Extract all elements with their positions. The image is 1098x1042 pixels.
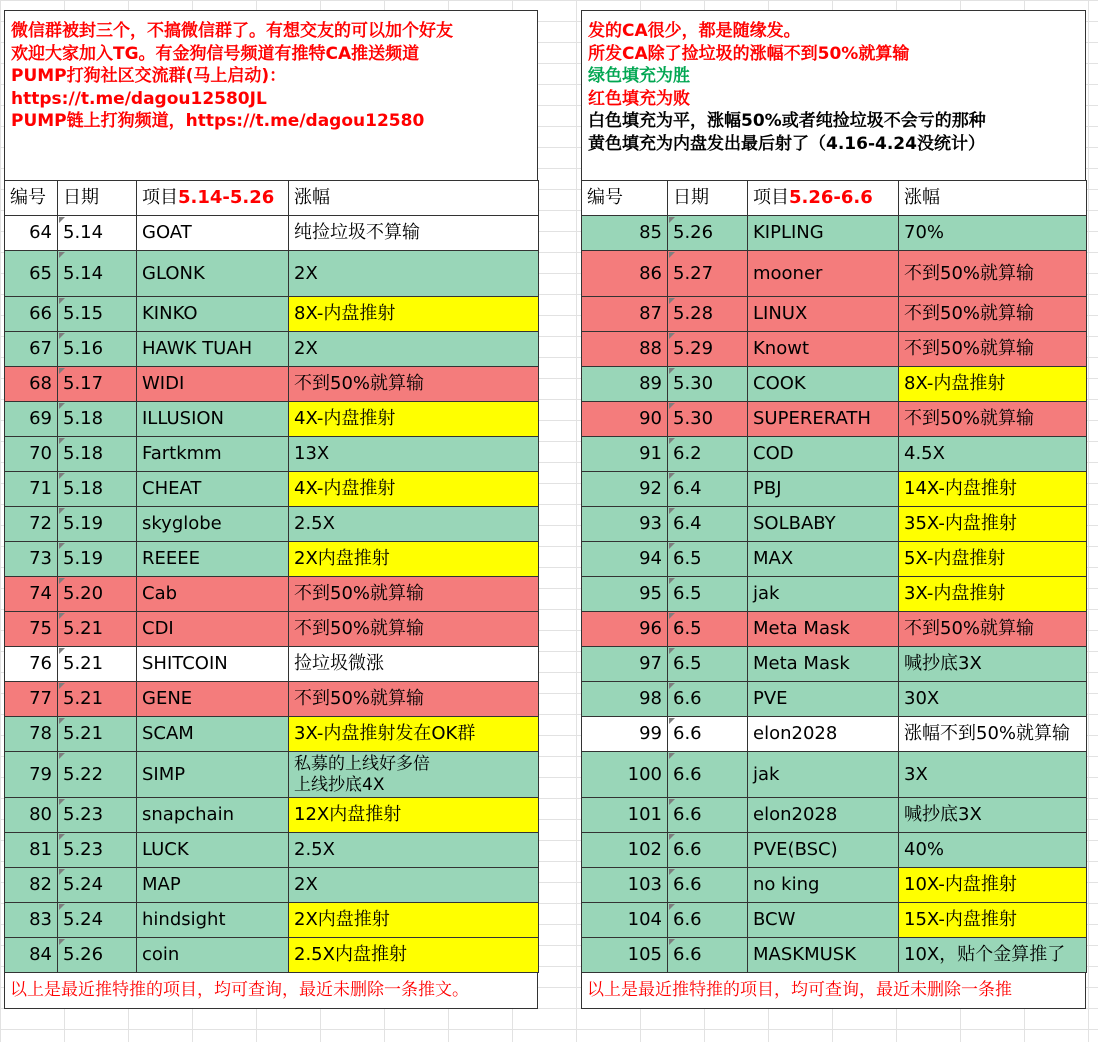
table-row [5,612,539,647]
cell-date[interactable]: 6.5 [668,647,748,682]
cell-num[interactable]: 85 [582,216,668,251]
right-sheet-panel [581,10,1086,1009]
cell-date[interactable]: 5.18 [58,437,137,472]
left-sheet-panel [4,10,538,1009]
cell-project[interactable]: SCAM [137,717,289,752]
gain-line-1: 私募的上线好多倍 [294,753,430,774]
cell-project[interactable]: hindsight [137,903,289,938]
table-row [582,682,1087,717]
cell-date[interactable]: 5.17 [58,367,137,402]
cell-num[interactable]: 77 [5,682,58,717]
cell-gain[interactable]: 14X-内盘推射 [899,472,1087,507]
cell-gain[interactable]: 70% [899,216,1087,251]
project-header-prefix: 项目 [142,187,178,208]
cell-date[interactable]: 5.30 [668,402,748,437]
table-row [5,216,539,251]
cell-gain[interactable]: 40% [899,833,1087,868]
cell-date[interactable]: 5.24 [58,903,137,938]
header-line: 微信群被封三个，不搞微信群了。有想交友的可以加个好友 [11,21,453,41]
cell-num[interactable]: 81 [5,833,58,868]
table-row [5,752,539,798]
cell-gain[interactable]: 10X，贴个金算推了 [899,938,1087,973]
cell-num[interactable]: 70 [5,437,58,472]
cell-num[interactable]: 73 [5,542,58,577]
cell-num[interactable]: 86 [582,251,668,297]
header-line: PUMP链上打狗频道，https://t.me/dagou12580 [11,111,425,131]
cell-date[interactable]: 5.21 [58,612,137,647]
cell-project[interactable]: PVE(BSC) [748,833,899,868]
cell-gain[interactable]: 8X-内盘推射 [899,367,1087,402]
cell-date[interactable]: 6.6 [668,717,748,752]
cell-num[interactable]: 83 [5,903,58,938]
project-header-prefix: 项目 [753,187,789,208]
cell-date[interactable]: 5.18 [58,472,137,507]
cell-date[interactable]: 5.27 [668,251,748,297]
cell-project[interactable]: Fartkmm [137,437,289,472]
cell-project[interactable]: jak [748,752,899,798]
cell-date[interactable]: 6.6 [668,798,748,833]
cell-project[interactable]: elon2028 [748,717,899,752]
header-line: 绿色填充为胜 [588,66,690,86]
table-row [5,717,539,752]
table-row [582,647,1087,682]
cell-date[interactable]: 6.6 [668,833,748,868]
table-row [5,682,539,717]
cell-project[interactable]: BCW [748,903,899,938]
cell-num[interactable]: 104 [582,903,668,938]
header-line: https://t.me/dagou12580JL [11,88,267,109]
cell-project[interactable]: coin [137,938,289,973]
column-header-gain[interactable]: 涨幅 [289,181,539,216]
cell-gain[interactable]: 不到50%就算输 [289,682,539,717]
cell-num[interactable]: 78 [5,717,58,752]
column-header-row [582,181,1087,216]
left-record-table [4,180,539,973]
cell-date[interactable]: 5.15 [58,297,137,332]
cell-gain[interactable]: 不到50%就算输 [289,367,539,402]
table-row [582,903,1087,938]
cell-project[interactable]: SUPERERATH [748,402,899,437]
cell-gain[interactable]: 2X [289,332,539,367]
cell-date[interactable]: 5.30 [668,367,748,402]
table-row [582,507,1087,542]
cell-num[interactable]: 74 [5,577,58,612]
cell-project[interactable]: jak [748,577,899,612]
cell-date[interactable]: 6.6 [668,682,748,717]
cell-project[interactable]: COOK [748,367,899,402]
column-header-gain[interactable]: 涨幅 [899,181,1087,216]
cell-project[interactable]: SIMP [137,752,289,798]
cell-gain[interactable]: 2X内盘推射 [289,542,539,577]
column-header-date[interactable]: 日期 [668,181,748,216]
cell-num[interactable]: 68 [5,367,58,402]
gain-line-2: 上线抄底4X [294,774,385,795]
table-row [5,251,539,297]
cell-num[interactable]: 101 [582,798,668,833]
cell-num[interactable]: 93 [582,507,668,542]
cell-gain[interactable]: 不到50%就算输 [289,577,539,612]
table-row [5,833,539,868]
cell-project[interactable]: elon2028 [748,798,899,833]
cell-date[interactable]: 6.6 [668,938,748,973]
left-footer-note: 以上是最近推特推的项目，均可查询，最近未删除一条推文。 [4,973,538,1009]
cell-num[interactable]: 76 [5,647,58,682]
table-row [582,542,1087,577]
cell-gain[interactable]: 不到50%就算输 [899,332,1087,367]
cell-num[interactable]: 90 [582,402,668,437]
right-footer-note: 以上是最近推特推的项目，均可查询，最近未删除一条推 [581,973,1086,1009]
cell-gain[interactable]: 纯捡垃圾不算输 [289,216,539,251]
cell-num[interactable]: 98 [582,682,668,717]
cell-num[interactable]: 88 [582,332,668,367]
cell-gain[interactable]: 不到50%就算输 [899,297,1087,332]
header-line: 白色填充为平，涨幅50%或者纯捡垃圾不会亏的那种 [588,111,986,131]
header-line: 红色填充为败 [588,88,690,109]
table-row [582,297,1087,332]
table-row [582,402,1087,437]
cell-project[interactable]: KINKO [137,297,289,332]
table-row [5,903,539,938]
cell-num[interactable]: 92 [582,472,668,507]
cell-project[interactable]: PBJ [748,472,899,507]
cell-project[interactable]: SHITCOIN [137,647,289,682]
cell-date[interactable]: 6.5 [668,542,748,577]
table-row [5,577,539,612]
cell-num[interactable]: 65 [5,251,58,297]
cell-gain[interactable]: 2.5X内盘推射 [289,938,539,973]
project-header-date-range: 5.26-6.6 [789,187,873,208]
cell-project[interactable]: mooner [748,251,899,297]
cell-project[interactable]: CHEAT [137,472,289,507]
cell-date[interactable]: 6.6 [668,903,748,938]
cell-gain[interactable]: 不到50%就算输 [899,612,1087,647]
table-row [582,577,1087,612]
cell-gain[interactable]: 4X-内盘推射 [289,402,539,437]
cell-gain[interactable]: 3X-内盘推射 [899,577,1087,612]
cell-gain[interactable]: 涨幅不到50%就算输 [899,717,1087,752]
cell-date[interactable]: 5.24 [58,868,137,903]
cell-date[interactable]: 5.19 [58,542,137,577]
cell-project[interactable]: GOAT [137,216,289,251]
cell-num[interactable]: 69 [5,402,58,437]
table-row [5,542,539,577]
right-record-table [581,180,1087,973]
cell-project[interactable]: Meta Mask [748,647,899,682]
cell-date[interactable]: 5.21 [58,717,137,752]
cell-num[interactable]: 89 [582,367,668,402]
table-row [582,833,1087,868]
cell-gain[interactable] [289,752,539,798]
cell-project[interactable]: no king [748,868,899,903]
cell-project[interactable]: Cab [137,577,289,612]
cell-project[interactable]: ILLUSION [137,402,289,437]
cell-project[interactable]: CDI [137,612,289,647]
table-row [582,868,1087,903]
cell-num[interactable]: 99 [582,717,668,752]
table-row [5,297,539,332]
cell-gain[interactable]: 10X-内盘推射 [899,868,1087,903]
table-row [582,251,1087,297]
table-row [582,612,1087,647]
cell-gain[interactable]: 35X-内盘推射 [899,507,1087,542]
cell-num[interactable]: 64 [5,216,58,251]
cell-date[interactable]: 6.5 [668,577,748,612]
cell-gain[interactable]: 捡垃圾微涨 [289,647,539,682]
cell-date[interactable]: 6.5 [668,612,748,647]
cell-project[interactable]: Meta Mask [748,612,899,647]
cell-date[interactable]: 5.29 [668,332,748,367]
table-row [5,938,539,973]
header-line: 黄色填充为内盘发出最后射了（4.16-4.24没统计） [588,133,985,154]
cell-num[interactable]: 91 [582,437,668,472]
right-notice-header [581,10,1086,180]
cell-date[interactable]: 5.20 [58,577,137,612]
cell-gain[interactable]: 8X-内盘推射 [289,297,539,332]
cell-project[interactable]: skyglobe [137,507,289,542]
cell-project[interactable]: WIDI [137,367,289,402]
header-line: 欢迎大家加入TG。有金狗信号频道有推特CA推送频道 [11,43,420,64]
table-row [582,798,1087,833]
cell-date[interactable]: 6.6 [668,752,748,798]
cell-num[interactable]: 67 [5,332,58,367]
table-row [582,216,1087,251]
cell-num[interactable]: 102 [582,833,668,868]
cell-num[interactable]: 71 [5,472,58,507]
table-row [5,402,539,437]
cell-date[interactable]: 5.16 [58,332,137,367]
cell-num[interactable]: 75 [5,612,58,647]
cell-num[interactable]: 103 [582,868,668,903]
header-line: 发的CA很少，都是随缘发。 [588,21,801,41]
cell-num[interactable]: 96 [582,612,668,647]
cell-gain[interactable]: 2.5X [289,507,539,542]
cell-num[interactable]: 82 [5,868,58,903]
cell-project[interactable]: HAWK TUAH [137,332,289,367]
table-row [5,332,539,367]
cell-gain[interactable]: 不到50%就算输 [899,251,1087,297]
table-row [5,868,539,903]
cell-project[interactable]: GENE [137,682,289,717]
cell-date[interactable]: 5.26 [668,216,748,251]
header-line: PUMP打狗社区交流群(马上启动)： [11,66,287,86]
cell-num[interactable]: 105 [582,938,668,973]
cell-project[interactable]: snapchain [137,798,289,833]
cell-date[interactable]: 6.6 [668,868,748,903]
cell-gain[interactable]: 不到50%就算输 [289,612,539,647]
cell-num[interactable]: 79 [5,752,58,798]
table-row [5,472,539,507]
cell-num[interactable]: 84 [5,938,58,973]
cell-num[interactable]: 95 [582,577,668,612]
table-row [582,367,1087,402]
cell-num[interactable]: 100 [582,752,668,798]
table-row [582,332,1087,367]
cell-project[interactable]: GLONK [137,251,289,297]
cell-num[interactable]: 72 [5,507,58,542]
cell-project[interactable]: KIPLING [748,216,899,251]
table-row [582,437,1087,472]
cell-date[interactable]: 5.23 [58,798,137,833]
cell-num[interactable]: 94 [582,542,668,577]
cell-num[interactable]: 97 [582,647,668,682]
cell-project[interactable]: LINUX [748,297,899,332]
cell-gain[interactable]: 2X [289,868,539,903]
column-header-project[interactable] [137,181,289,216]
cell-project[interactable]: MAX [748,542,899,577]
cell-num[interactable]: 87 [582,297,668,332]
cell-date[interactable]: 5.23 [58,833,137,868]
header-line: 所发CA除了捡垃圾的涨幅不到50%就算输 [588,43,910,64]
cell-date[interactable]: 5.18 [58,402,137,437]
cell-date[interactable]: 5.14 [58,216,137,251]
table-row [5,798,539,833]
cell-gain[interactable]: 3X-内盘推射发在OK群 [289,717,539,752]
cell-project[interactable]: SOLBABY [748,507,899,542]
column-header-row [5,181,539,216]
cell-gain[interactable]: 30X [899,682,1087,717]
column-header-date[interactable]: 日期 [58,181,137,216]
cell-gain[interactable]: 4X-内盘推射 [289,472,539,507]
cell-project[interactable]: COD [748,437,899,472]
cell-date[interactable]: 5.28 [668,297,748,332]
left-notice-header [4,10,538,180]
cell-project[interactable]: LUCK [137,833,289,868]
cell-num[interactable]: 66 [5,297,58,332]
table-row [5,437,539,472]
cell-date[interactable]: 5.26 [58,938,137,973]
cell-project[interactable]: REEEE [137,542,289,577]
column-header-project[interactable] [748,181,899,216]
cell-date[interactable]: 6.2 [668,437,748,472]
table-row [5,507,539,542]
cell-date[interactable]: 6.4 [668,507,748,542]
cell-gain[interactable]: 3X [899,752,1087,798]
cell-date[interactable]: 5.21 [58,647,137,682]
cell-gain[interactable]: 12X内盘推射 [289,798,539,833]
cell-gain[interactable]: 2.5X [289,833,539,868]
cell-date[interactable]: 5.21 [58,682,137,717]
cell-project[interactable]: Knowt [748,332,899,367]
cell-project[interactable]: MASKMUSK [748,938,899,973]
cell-gain[interactable]: 2X内盘推射 [289,903,539,938]
column-header-num[interactable]: 编号 [582,181,668,216]
table-row [582,938,1087,973]
cell-date[interactable]: 5.19 [58,507,137,542]
table-row [582,752,1087,798]
cell-num[interactable]: 80 [5,798,58,833]
cell-gain[interactable]: 5X-内盘推射 [899,542,1087,577]
cell-date[interactable]: 5.14 [58,251,137,297]
table-row [582,472,1087,507]
table-row [5,647,539,682]
cell-date[interactable]: 5.22 [58,752,137,798]
table-row [5,367,539,402]
cell-gain[interactable]: 喊抄底3X [899,647,1087,682]
column-header-num[interactable]: 编号 [5,181,58,216]
cell-date[interactable]: 6.4 [668,472,748,507]
cell-project[interactable]: MAP [137,868,289,903]
cell-gain[interactable]: 喊抄底3X [899,798,1087,833]
project-header-date-range: 5.14-5.26 [178,187,275,208]
cell-gain[interactable]: 15X-内盘推射 [899,903,1087,938]
cell-project[interactable]: PVE [748,682,899,717]
cell-gain[interactable]: 2X [289,251,539,297]
cell-gain[interactable]: 13X [289,437,539,472]
cell-gain[interactable]: 4.5X [899,437,1087,472]
table-row [582,717,1087,752]
cell-gain[interactable]: 不到50%就算输 [899,402,1087,437]
